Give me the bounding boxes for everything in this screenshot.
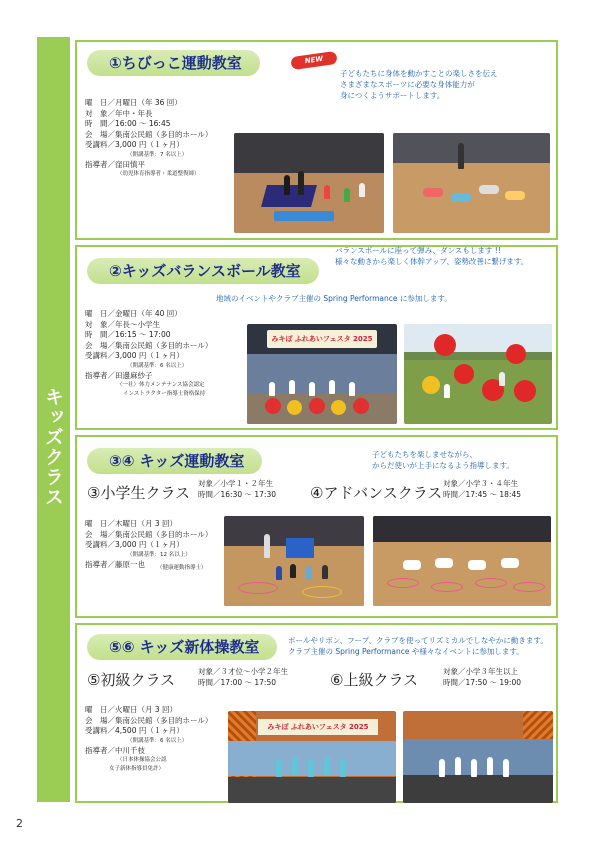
new-badge: NEW [290,51,337,70]
section-balance-ball [75,245,558,430]
event-banner: みキぽ ふれあいフェスタ 2025 [258,719,378,735]
photo-outdoor-balls [404,324,552,424]
section-kids-exercise [75,435,558,618]
photo-kids-hoops [373,516,551,606]
sidebar-title: キッズクラス [42,387,64,507]
photo-kids-crawling [393,133,550,233]
class-a-name: ③小学生クラス [87,484,190,502]
section-title: ①ちびっこ運動教室 [87,50,260,76]
photo-stage-performance [247,324,397,424]
section-rhythmic-gymnastics [75,623,558,803]
section-description: 子どもたちを楽しませながら、 からだ使いが上手になるよう指導します。 [372,450,514,470]
class-b-meta: 対象／小学３・４年生 時間／17:45 ～ 18:45 [443,479,521,499]
section-chibikko [75,40,558,240]
class-b-meta: 対象／小学３年生以上 時間／17:50 ～ 19:00 [443,667,521,687]
photo-gym-training [234,133,384,233]
class-a-meta: 対象／小学１・２年生 時間／16:30 ～ 17:30 [198,479,276,499]
event-banner: みキぽ ふれあいフェスタ 2025 [267,330,377,348]
page-number: 2 [16,817,23,830]
section-description: 子どもたちに身体を動かすことの楽しさを伝え さまざまなスポーツに必要な身体能力が 身につくようサポートします。 [340,69,498,100]
class-info: 曜 日／金曜日（年 40 回） 対 象／年長～小学生 時 間／16:15 ～ 17:00 会 場／集南公民館（多目的ホール） 受講料／3,000 円（１ヶ月） （開講基準：6 名以上） 指導者／田邊麻紗子 （一社）体力メンテナンス協会認定 インストラクター指導士資格保持 [85,309,213,397]
class-b-name: ⑥上級クラス [330,671,418,689]
photo-gymnastics-stage-1 [228,711,396,803]
sidebar [37,37,70,802]
photo-gymnastics-stage-2 [403,711,553,803]
photo-kids-sitting [224,516,364,606]
class-info: 曜 日／月曜日（年 36 回） 対 象／年中・年長 時 間／16:00 ～ 16:45 会 場／集南公民館（多目的ホール） 受講料／3,000 円（１ヶ月） （開講基準：7 名以上） 指導者／窪田慎平 （幼児体育指導者・柔道整復師） [85,98,213,177]
section-title: ②キッズバランスボール教室 [87,258,319,284]
class-info: 曜 日／木曜日（月 3 回） 会 場／集南公民館（多目的ホール） 受講料／3,000 円（１ヶ月） （開講基準：12 名以上） 指導者／藤原一也 [85,519,213,569]
class-info: 曜 日／火曜日（月 3 回） 会 場／集南公民館（多目的ホール） 受講料／4,500 円（１ヶ月） （開講基準：6 名以上） 指導者／中川千枝 （日本体操協会公認 女子新体指導員免許） [85,705,213,772]
class-b-name: ④アドバンスクラス [310,484,443,502]
section-title: ⑤⑥ キッズ新体操教室 [87,634,277,660]
class-a-name: ⑤初級クラス [87,671,175,689]
section-description-2: 地域のイベントやクラブ主催の Spring Performance に参加します。 [216,294,452,303]
coach-note: （健康運動指導士） [157,565,207,571]
class-a-meta: 対象／３才位～小学２年生 時間／17:00 ～ 17:50 [198,667,288,687]
section-description: バランスボールに座って弾み、ダンスもします !! 様々な動きから楽しく体幹アップ、姿勢改善に繋げます。 [335,246,529,266]
section-title: ③④ キッズ運動教室 [87,448,262,474]
section-description: ボールやリボン、フープ、クラブを使ってリズミカルでしなやかに動きます。 クラブ主催の Spring Performance や様々なイベントに参加します。 [288,636,548,656]
